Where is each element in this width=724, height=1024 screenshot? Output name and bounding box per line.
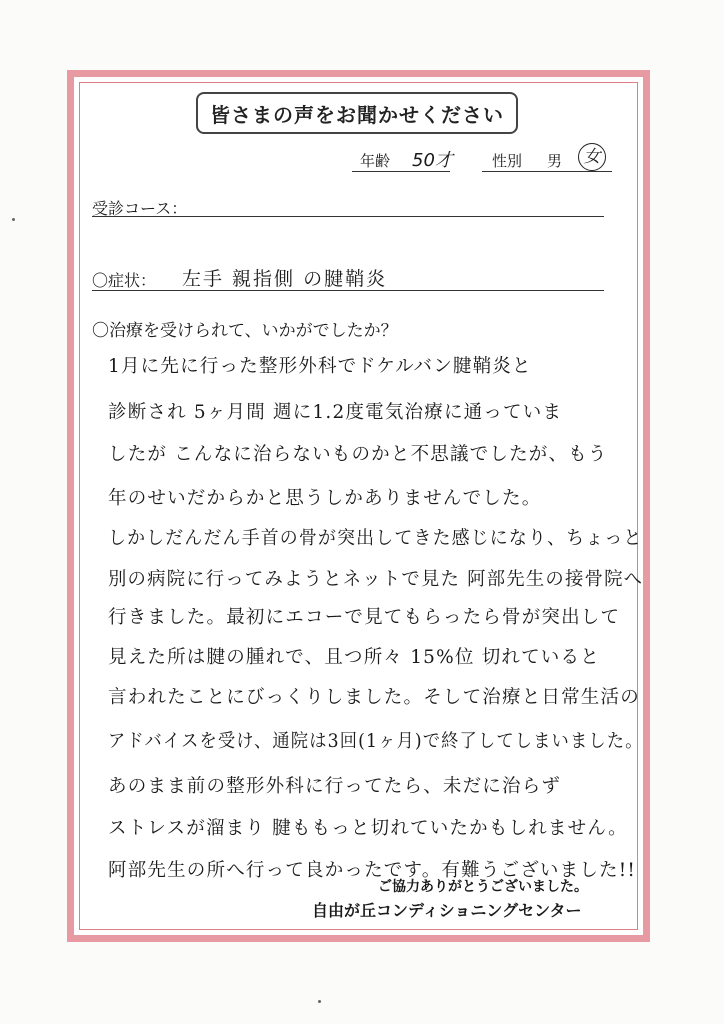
response-line: 言われたことにびっくりしました。そして治療と日常生活の <box>108 687 640 708</box>
thanks-message: ご協力ありがとうございました。 <box>378 879 588 895</box>
scan-speck <box>318 1000 321 1003</box>
gender-label: 性別 <box>492 152 523 170</box>
age-value: 50才 <box>412 150 453 171</box>
gender-female-circled: 女 <box>578 143 606 171</box>
response-line: アドバイスを受け、通院は3回(1ヶ月)で終了してしまいました。 <box>108 731 644 752</box>
center-name: 自由が丘コンディショニングセンター <box>312 901 582 920</box>
age-gender-row <box>352 148 612 172</box>
symptom-row <box>92 266 604 291</box>
scan-speck <box>12 218 15 221</box>
response-line: ストレスが溜まり 腱ももっと切れていたかもしれません。 <box>108 818 628 839</box>
symptom-label: 〇症状： <box>92 271 157 290</box>
response-line: 診断され 5ヶ月間 週に1.2度電気治療に通っていま <box>108 402 563 423</box>
response-line: 年のせいだからかと思うしかありませんでした。 <box>108 488 542 509</box>
response-line: 1月に先に行った整形外科でドケルバン腱鞘炎と <box>108 356 532 377</box>
response-line: 阿部先生の所へ行って良かったです。有難うございました!! <box>108 860 636 881</box>
response-line: 行きました。最初にエコーで見てもらったら骨が突出して <box>108 607 621 628</box>
symptom-value: 左手 親指側 の腱鞘炎 <box>182 268 388 290</box>
response-line: しかしだんだん手首の骨が突出してきた感じになり、ちょっと <box>108 528 643 549</box>
course-row <box>92 196 604 217</box>
response-line: したが こんなに治らないものかと不思議でしたが、もう <box>108 444 608 465</box>
response-line: 見えた所は腱の腫れで、且つ所々 15%位 切れていると <box>108 647 600 668</box>
gender-male-option: 男 <box>547 152 563 170</box>
age-label: 年齢 <box>360 152 391 170</box>
response-line: あのまま前の整形外科に行ってたら、未だに治らず <box>108 776 562 797</box>
treatment-question: 〇治療を受けられて、いかがでしたか？ <box>92 321 398 341</box>
response-line: 別の病院に行ってみようとネットで見た 阿部先生の接骨院へ <box>108 569 644 590</box>
form-title: 皆さまの声をお聞かせください <box>196 92 518 134</box>
course-label: 受診コース： <box>92 199 188 218</box>
